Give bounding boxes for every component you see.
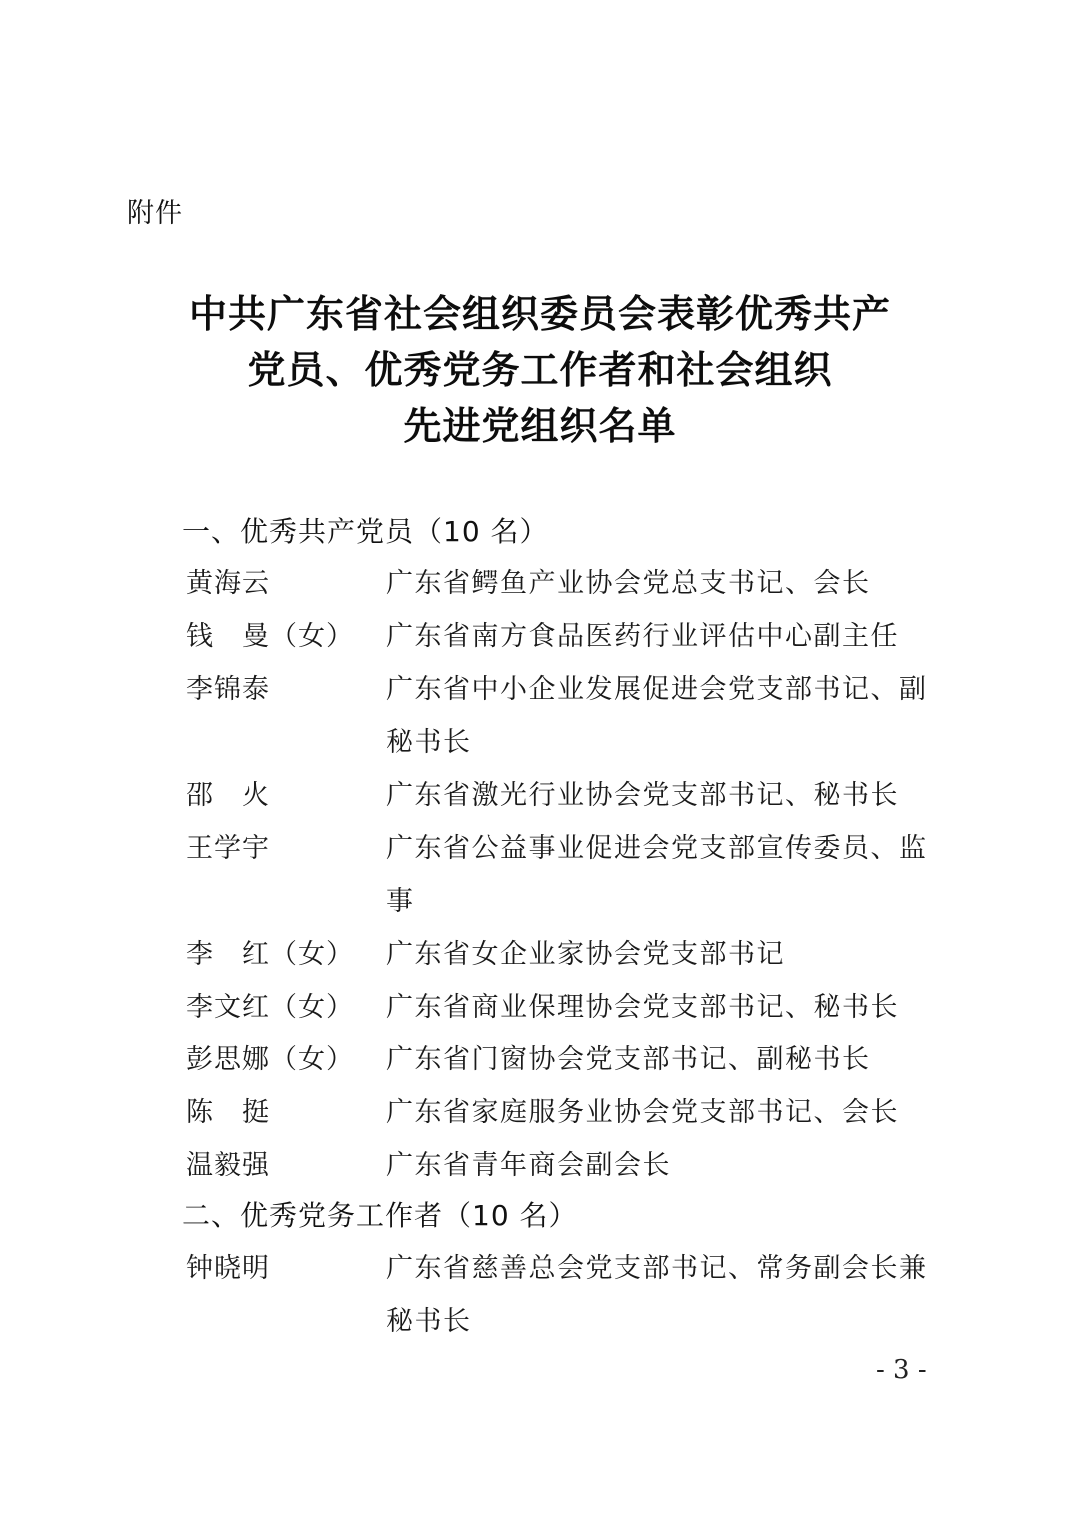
section-heading-excellent-party-workers: 二、优秀党务工作者（10 名）	[182, 1199, 578, 1232]
document-title	[0, 286, 1080, 454]
title-line: 党员、优秀党务工作者和社会组织	[247, 348, 833, 392]
person-role: 广东省家庭服务业协会党支部书记、会长	[386, 1097, 899, 1128]
person-name: 温毅强	[186, 1150, 270, 1181]
page-number: - 3 -	[876, 1355, 927, 1385]
person-role: 广东省南方食品医药行业评估中心副主任	[386, 621, 899, 652]
person-name: 李 红（女）	[186, 939, 354, 970]
person-role: 广东省慈善总会党支部书记、常务副会长兼秘书长	[386, 1253, 928, 1337]
person-role: 广东省公益事业促进会党支部宣传委员、监事	[386, 833, 928, 917]
person-role: 广东省门窗协会党支部书记、副秘书长	[386, 1044, 871, 1075]
person-name: 邵 火	[186, 780, 270, 811]
person-role: 广东省青年商会副会长	[386, 1150, 671, 1181]
person-name: 王学宇	[186, 833, 270, 864]
section-heading-excellent-members: 一、优秀共产党员（10 名）	[182, 515, 549, 548]
person-name: 李锦泰	[186, 674, 270, 705]
title-line: 中共广东省社会组织委员会表彰优秀共产	[188, 292, 891, 336]
person-role: 广东省女企业家协会党支部书记	[386, 939, 785, 970]
person-name: 钟晓明	[186, 1253, 270, 1284]
person-role: 广东省商业保理协会党支部书记、秘书长	[386, 992, 899, 1023]
person-name: 彭思娜（女）	[186, 1044, 354, 1075]
person-role: 广东省鳄鱼产业协会党总支书记、会长	[386, 568, 871, 599]
person-role: 广东省中小企业发展促进会党支部书记、副秘书长	[386, 674, 928, 758]
person-name: 钱 曼（女）	[186, 621, 354, 652]
person-name: 李文红（女）	[186, 992, 354, 1023]
attachment-label: 附件	[127, 198, 183, 229]
person-name: 黄海云	[186, 568, 270, 599]
person-role: 广东省激光行业协会党支部书记、秘书长	[386, 780, 899, 811]
title-line: 先进党组织名单	[403, 404, 677, 448]
person-name: 陈 挺	[186, 1097, 270, 1128]
